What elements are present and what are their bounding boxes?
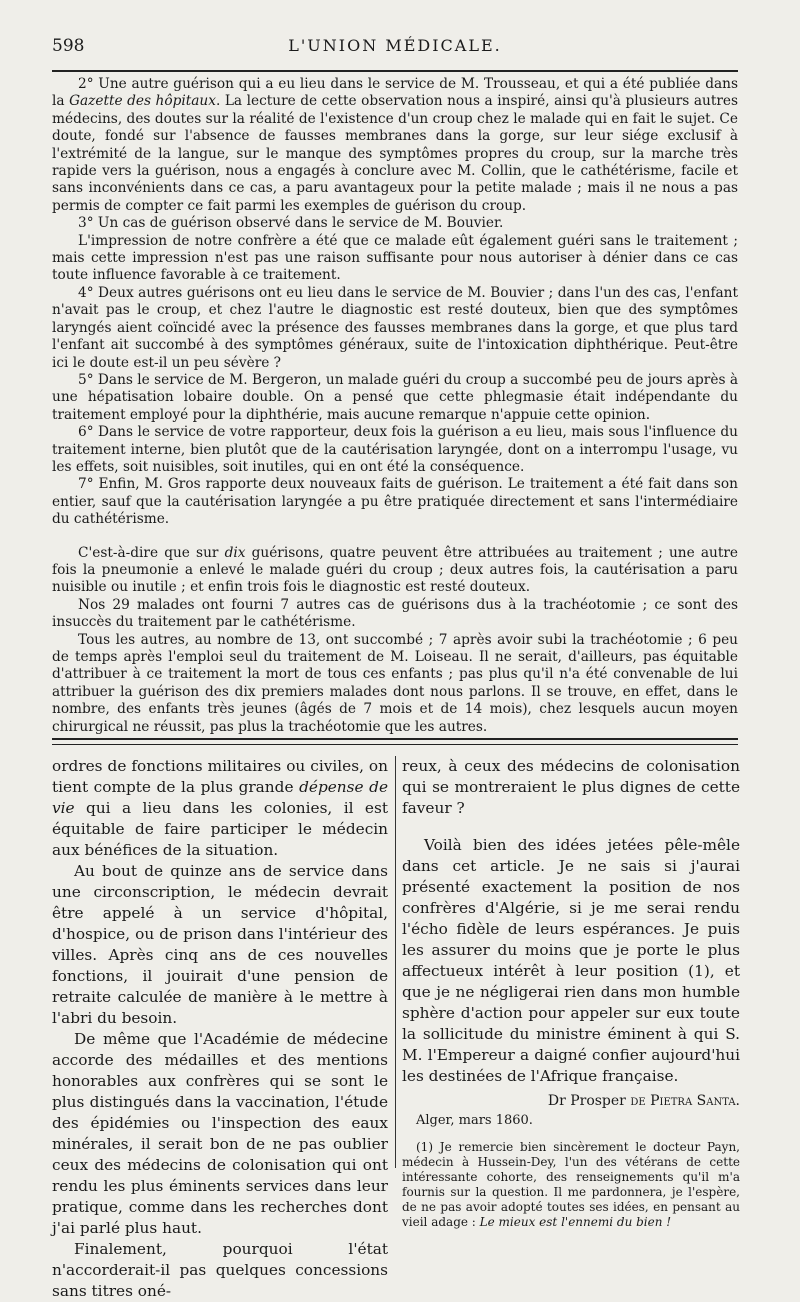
paragraph-seventh-case: 7° Enfin, M. Gros rapporte deux nouveaux faits de guérison. Le traitement a été fait dans son entier, sauf que la cautérisation laryngée a pu être pratiquée directement et sans l'intermédiaire du cathétérisme. xyxy=(52,476,738,528)
left-paragraph-1 xyxy=(52,756,388,861)
paragraph-second-case xyxy=(52,76,738,215)
footnote xyxy=(402,1140,740,1230)
paragraph-others: Tous les autres, au nombre de 13, ont succombé ; 7 après avoir subi la trachéotomie ; 6 peu de temps après l'emploi seul du traitement de M. Loiseau. Il ne serait, d'ailleurs, pas équitable d'attribuer à ce traitement la mort de tous ces enfants ; pas plus qu'il n'a été convenable de lui attribuer la guérison des dix premiers malades dont nous parlons. Il se trouve, en effet, dans le nombre, des enfants très jeunes (âgés de 7 mois et de 14 mois), chez lesquels aucun moyen chirurgical ne réussit, pas plus la trachéotomie que les autres. xyxy=(52,631,738,735)
report-section xyxy=(52,76,738,736)
text-run: C'est-à-dire que sur xyxy=(78,544,225,561)
text-run: qui a lieu dans les colonies, il est équitable de faire participer le médecin aux bénéfices de la situation. xyxy=(52,799,388,859)
paragraph-fifth-case: 5° Dans le service de M. Bergeron, un malade guéri du croup a succombé peu de jours après à une hépatisation lobaire double. On a pensé que cette phlegmasie était indépendante du traitement employé pour la diphthérie, mais aucune remarque n'appuie cette opinion. xyxy=(52,371,738,423)
signature-name: de Pietra Santa. xyxy=(630,1093,740,1109)
paragraph-third-case: 3° Un cas de guérison observé dans le service de M. Bouvier. xyxy=(78,215,504,232)
header-rule xyxy=(52,70,738,72)
italic-run: Gazette des hôpitaux xyxy=(69,93,216,110)
paragraph-gap xyxy=(52,529,738,545)
right-column xyxy=(402,756,740,1242)
column-rule xyxy=(395,756,396,1168)
two-column-section xyxy=(52,756,740,1300)
right-paragraph-1: reux, à ceux des médecins de colonisation qui se montreraient le plus dignes de cette faveur ? xyxy=(402,757,740,817)
paragraph-gap xyxy=(402,819,740,835)
author-signature xyxy=(402,1093,740,1109)
text-run: ordres de fonctions militaires ou civiles, on tient compte de la plus grande xyxy=(52,757,388,796)
signature-prefix: Dr Prosper xyxy=(547,1093,631,1109)
paragraph-sixth-case: 6° Dans le service de votre rapporteur, deux fois la guérison a eu lieu, mais sous l'influence du traitement interne, bien plutôt que de la cautérisation laryngée, dont on a interrompu l'usage, vu les effets, soit nuisibles, soit inutiles, qui en ont été la conséquence. xyxy=(52,424,738,475)
page-header xyxy=(52,34,738,60)
page-number: 598 xyxy=(52,36,85,56)
running-title: L'UNION MÉDICALE. xyxy=(288,36,502,55)
paragraph-summary xyxy=(52,545,738,597)
place-date: Alger, mars 1860. xyxy=(416,1113,533,1128)
paragraph-tracheotomy: Nos 29 malades ont fourni 7 autres cas de guérisons dus à la trachéotomie ; ce sont des insuccès du traitement par le cathétérisme. xyxy=(52,596,738,631)
italic-run: Le mieux est l'ennemi du bien ! xyxy=(479,1215,672,1229)
italic-run: dix xyxy=(224,544,246,561)
text-run: . La lecture de cette observation nous a inspiré, ainsi qu'à plusieurs autres médecins, des doutes sur la réalité de l'existence d'un croup chez le malade qui en fait le sujet. Ce doute, fondé sur l'absence de fausses membranes dans la gorge, sur leur siége exclusif à l'extrémité de la langue, sur le manque des symptômes propres du croup, sur la marche très rapide vers la guérison, nous a engagés à conclure avec M. Collin, que le cathétérisme, facile et sans inconvénients dans ce cas, a paru avantageux pour la petite malade ; mais il ne nous a pas permis de compter ce fait parmi les exemples de guérison du croup. xyxy=(52,93,738,214)
left-paragraph-3: De même que l'Académie de médecine accorde des médailles et des mentions honorables aux confrères qui se sont le plus distingués dans la vaccination, l'étude des épidémies ou l'inspection des eaux minérales, il serait bon de ne pas oublier ceux des médecins de colonisation qui ont rendu les plus éminents services dans leur pratique, comme dans les recherches dont j'ai parlé plus haut. xyxy=(52,1030,388,1237)
text-run: (1) Je remercie bien sincèrement le docteur Payn, médecin à Hussein-Dey, l'un des vétérans de cette intéressante cohorte, des renseignements qu'il m'a fournis sur la question. Il me pardonnera, je l'espère, de ne pas avoir adopté toutes ses idées, en pensant au vieil adage : xyxy=(402,1140,740,1229)
paragraph-impression: L'impression de notre confrère a été que ce malade eût également guéri sans le traitement ; mais cette impression n'est pas une raison suffisante pour nous autoriser à dénier dans ce cas toute influence favorable à ce traitement. xyxy=(52,232,738,284)
text-run: guérisons, quatre peuvent être attribuées au traitement ; une autre fois la pneumonie a enlevé le malade guéri du croup ; deux autres fois, la cautérisation a paru nuisible ou inutile ; et enfin trois fois le diagnostic est resté douteux. xyxy=(52,544,738,596)
left-column xyxy=(52,756,388,1302)
italic-run: dépense de vie xyxy=(52,778,388,817)
text-run: 2° Une autre guérison qui a eu lieu dans le service de M. Trousseau, et qui a été publiée dans la xyxy=(52,76,738,110)
left-paragraph-2: Au bout de quinze ans de service dans une circonscription, le médecin devrait être appelé à un service d'hôpital, d'hospice, ou de prison dans l'intérieur des villes. Après cinq ans de ces nouvelles fonctions, il jouirait d'une pension de retraite calculée de manière à le mettre à l'abri du besoin. xyxy=(52,862,388,1027)
section-divider xyxy=(52,738,738,745)
paragraph-fourth-case: 4° Deux autres guérisons ont eu lieu dans le service de M. Bouvier ; dans l'un des cas, l'enfant n'avait pas le croup, et chez l'autre le diagnostic est resté douteux, bien que des symptômes laryngés aient coïncidé avec la présence des fausses membranes dans la gorge, et que plus tard l'enfant ait succombé à des symptômes généraux, suite de l'intoxication diphthérique. Peut-être ici le doute est-il un peu sévère ? xyxy=(52,284,738,371)
left-paragraph-4: Finalement, pourquoi l'état n'accorderait-il pas quelques concessions sans titres oné- xyxy=(52,1240,388,1300)
right-paragraph-2: Voilà bien des idées jetées pêle-mêle dans cet article. Je ne sais si j'aurai présenté exactement la position de nos confrères d'Algérie, si je me serai rendu l'écho fidèle de leurs espérances. Je puis les assurer du moins que je porte le plus affectueux intérêt à leur position (1), et que je ne négligerai rien dans mon humble sphère d'action pour appeler sur eux toute la sollicitude du ministre éminent à qui S. M. l'Empereur a daigné confier aujourd'hui les destinées de l'Afrique française. xyxy=(402,836,740,1085)
